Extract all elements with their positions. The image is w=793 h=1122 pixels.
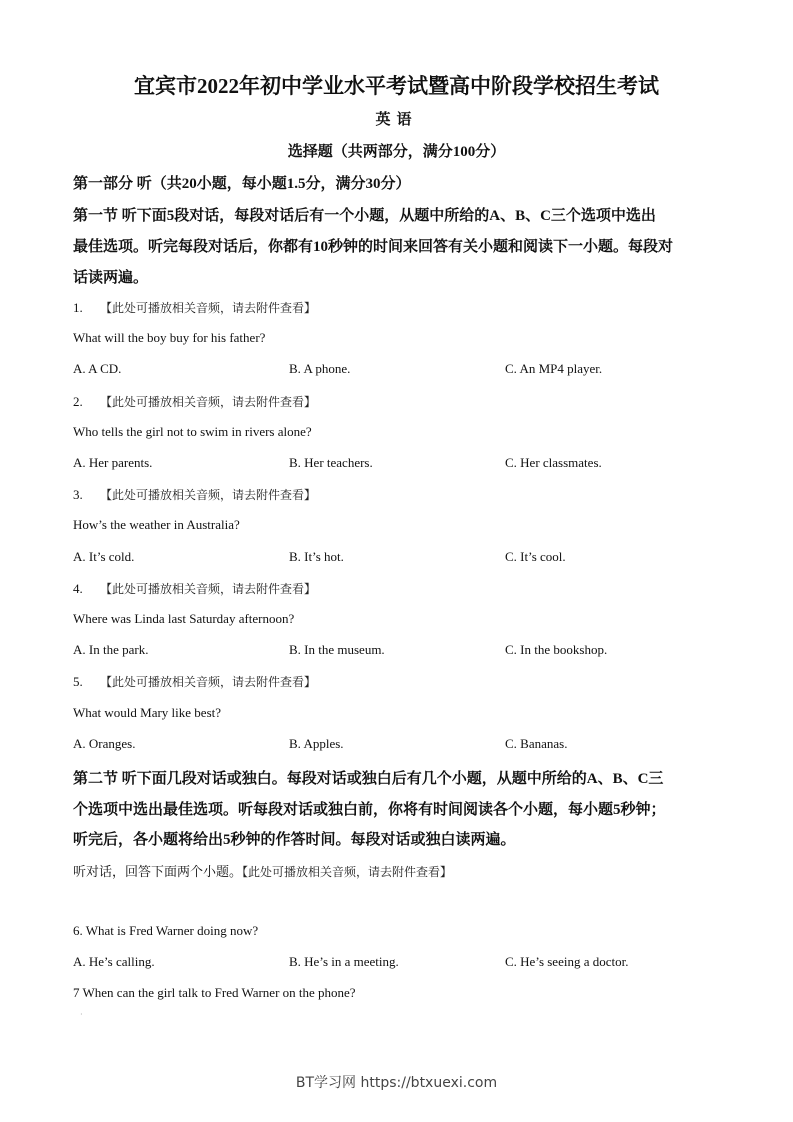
section1-instruction-line-1: 第一节 听下面5段对话，每段对话后有一个小题，从题中所给的A、B、C三个选项中选出: [73, 208, 656, 224]
question-6-option-a: A. He’s calling.: [73, 954, 155, 969]
question-3-option-b: B. It’s hot.: [289, 549, 344, 564]
question-5-option-a: A. Oranges.: [73, 736, 136, 751]
dialog-intro-row: [73, 861, 452, 880]
footer-watermark: BT学习网 https://btxuexi.com: [295, 1075, 498, 1091]
audio-note-link[interactable]: 【此处可播放相关音频，请去附件查看】: [100, 582, 317, 596]
question-6-option-c: C. He’s seeing a doctor.: [505, 954, 629, 969]
section2-instruction-line-1: 第二节 听下面几段对话或独白。每段对话或独白后有几个小题，从题中所给的A、B、C三: [73, 771, 664, 787]
audio-note-link[interactable]: 【此处可播放相关音频，请去附件查看】: [100, 301, 317, 315]
question-number: 2.: [73, 394, 83, 409]
audio-note-link[interactable]: 【此处可播放相关音频，请去附件查看】: [100, 395, 317, 409]
section2-instruction-line-2: 个选项中选出最佳选项。听每段对话或独白前，你将有时间阅读各个小题，每小题5秒钟；: [73, 802, 666, 818]
audio-note-link[interactable]: 【此处可播放相关音频，请去附件查看】: [100, 488, 317, 502]
scan-mark: ·: [80, 1010, 83, 1019]
question-number: 1.: [73, 300, 83, 315]
question-number: 4.: [73, 581, 83, 596]
exam-title: 宜宾市2022年初中学业水平考试暨高中阶段学校招生考试: [134, 74, 659, 98]
question-3-option-c: C. It’s cool.: [505, 549, 566, 564]
question-7-text: 7 When can the girl talk to Fred Warner on the phone?: [73, 985, 356, 1000]
question-4-audio-row: [73, 580, 316, 597]
section1-instruction-line-2: 最佳选项。听完每段对话后，你都有10秒钟的时间来回答有关小题和阅读下一小题。每段对: [73, 239, 674, 255]
question-4-text: Where was Linda last Saturday afternoon?: [73, 611, 295, 626]
question-5-audio-row: [73, 673, 316, 690]
question-3-option-a: A. It’s cold.: [73, 549, 135, 564]
question-4-option-b: B. In the museum.: [289, 642, 385, 657]
question-1-option-b: B. A phone.: [289, 361, 351, 376]
question-2-option-a: A. Her parents.: [73, 455, 153, 470]
question-3-audio-row: [73, 486, 316, 503]
question-1-text: What will the boy buy for his father?: [73, 330, 266, 345]
section2-instruction-line-3: 听完后，各小题将给出5秒钟的作答时间。每段对话或独白读两遍。: [73, 832, 516, 848]
question-1-option-c: C. An MP4 player.: [505, 361, 603, 376]
audio-note-link[interactable]: 【此处可播放相关音频，请去附件查看】: [242, 865, 453, 879]
question-5-text: What would Mary like best?: [73, 705, 222, 720]
part1-heading: 第一部分 听（共20小题，每小题1.5分，满分30分）: [73, 176, 411, 192]
audio-note-link[interactable]: 【此处可播放相关音频，请去附件查看】: [100, 675, 317, 689]
question-6-option-b: B. He’s in a meeting.: [289, 954, 399, 969]
question-2-audio-row: [73, 393, 316, 410]
question-3-text: How’s the weather in Australia?: [73, 517, 240, 532]
section-subtitle: 选择题（共两部分，满分100分）: [287, 144, 506, 160]
question-1-option-a: A. A CD.: [73, 361, 122, 376]
question-2-option-b: B. Her teachers.: [289, 455, 373, 470]
question-6-text: 6. What is Fred Warner doing now?: [73, 923, 259, 938]
question-number: 3.: [73, 487, 83, 502]
question-5-option-b: B. Apples.: [289, 736, 344, 751]
question-5-option-c: C. Bananas.: [505, 736, 568, 751]
question-4-option-a: A. In the park.: [73, 642, 149, 657]
subject-label: 英语: [375, 112, 418, 128]
question-2-option-c: C. Her classmates.: [505, 455, 602, 470]
dialog-intro-text: 听对话，回答下面两个小题。: [73, 864, 243, 879]
question-1-audio-row: [73, 299, 316, 316]
question-number: 5.: [73, 674, 83, 689]
section1-instruction-line-3: 话读两遍。: [73, 270, 149, 286]
question-4-option-c: C. In the bookshop.: [505, 642, 608, 657]
question-2-text: Who tells the girl not to swim in rivers alone?: [73, 424, 312, 439]
